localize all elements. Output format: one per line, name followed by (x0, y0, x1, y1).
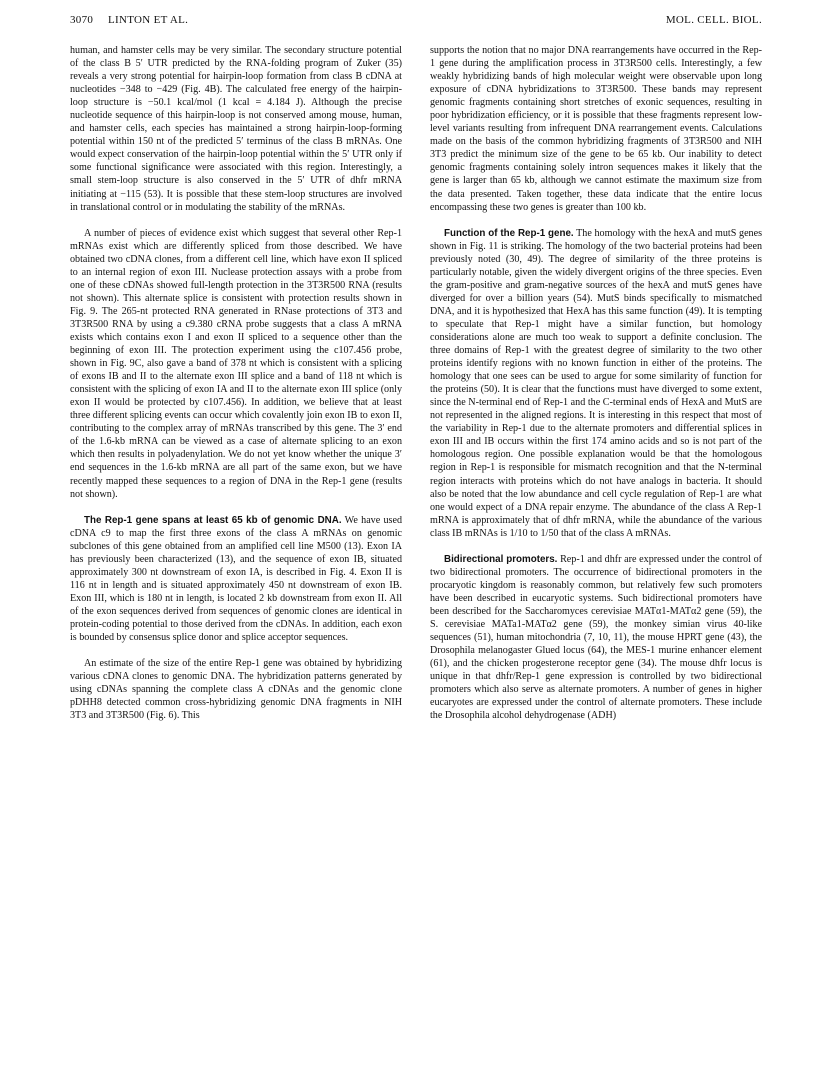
bidirectional-body: Rep-1 and dhfr are expressed under the control of two bidirectional promoters. The occurrence of bidirectional promoters in the procaryotic kingdom is reasonably common, but relatively few such promoters have been described in eucaryotic systems. Such bidirectional promoters have been described for the Saccharomyces cerevisiae MATα1-MATα2 gene (59), the S. cerevisiae MATa1-MATα2 gene (59), the monkey simian virus 40-like sequences (51), human mitochondria (7, 10, 11), the mouse HPRT gene (43), the Drosophila melanogaster Glued locus (64), the MES-1 murine enhancer element (61), and the chicken progesterone receptor gene (34). The mouse dhfr locus is unique in that dhfr/Rep-1 gene expression is controlled by two bidirectional promoters which also serve as alternate promoters. A number of genes in higher eucaryotes are expressed under the control of alternate promoters. These include the Drosophila alcohol dehydrogenase (ADH) (430, 553, 762, 722)
running-header (70, 14, 762, 30)
function-body: The homology with the hexA and mutS genes shown in Fig. 11 is striking. The homology of the two bacterial proteins had been previously noted (30, 49). The degree of similarity of the three proteins is particularly notable, given the widely divergent origins of the three species. Even the gram-positive and gram-negative sources of the hexA and mutS genes have diverged for over a billion years (54). MutS binds specifically to mismatched DNA, and it is hypothesized that HexA has this same function (49). It is tempting to speculate that Rep-1 might have a similar function, but homology considerations alone are much too weak to support a definite conclusion. The three domains of Rep-1 with the greatest degree of similarity to the two other proteins identify regions with no known function in either of the proteins. The homology that one sees can be used to argue for some similarity of function for the proteins (50). It is clear that the functions must have diverged to some extent, since the N-terminal end of Rep-1 and the C-terminal ends of HexA and MutS are not represented in the aligned regions. It is interesting in this respect that most of the variability in Rep-1 due to the alternate promoters and differential splices in exon III and IB occurs within the first 174 amino acids and so is not part of the homologous region. One possible explanation would be that the homologous region in Rep-1 is responsible for mismatch recognition and that the N-terminal region interacts with proteins which do not have analogs in bacteria. It should also be noted that the low abundance and cell cycle regulation of Rep-1 are what one would expect of a DNA repair enzyme. The abundance of the class A Rep-1 mRNA is approximately that of dhfr mRNA, while the abundance of the various class IB mRNAs is 1/10 to 1/50 that of the class A mRNAs. (430, 227, 763, 539)
paragraph-gene-size: An estimate of the size of the entire Rep-1 gene was obtained by hybridizing various cDNA clones to genomic DNA. The hybridization patterns generated by using cDNAs spanning the complete class A cDNAs and the genomic clone pDHH8 detected common cross-hybridizing genomic DNA fragments in NIH 3T3 and 3T3R500 (Fig. 6). This (70, 658, 402, 722)
paragraph-alternate-splicing: A number of pieces of evidence exist which suggest that several other Rep-1 mRNAs exist which are differently spliced from those described. We have obtained two cDNA clones, from a different cell line, which have exon II spliced to an internal region of exon III. Nuclease protection assays with a probe from one of these cDNAs showed full-length protection in the 3T3R500 RNA (results not shown). This alternate splice is consistent with protection results shown in Fig. 9. The 265-nt protected RNA generated in RNase protections of 3T3 and 3T3R500 RNA by using a c9.380 cRNA probe suggests that a class A mRNA exists which contains exon I and exon II spliced to a sequence other than the beginning of exon III. The protection experiment using the c107.456 probe, shown in Fig. 9C, also gave a band of 378 nt which is consistent with a splicing of exons IB and II to the alternate exon III splice and a band of 118 nt which is consistent with the splicing of exon IA and II to the alternate exon III splice (only exon II would be protected by c107.456). In addition, we believe that at least three different splicing events can occur which covalently join exon IB to exon II, contributing to the complex array of mRNAs transcribed by this gene. The 3′ end of the 1.6-kb mRNA can be viewed as a case of alternate splicing to an exon which then results in polyadenylation. We do not yet know whether the unique 3′ end sequences in the 1.6-kb mRNA are all part of the same exon, but we have recently mapped these sequences to a region of DNA in the Rep-1 gene (results not shown). (70, 227, 402, 500)
right-column (430, 44, 762, 722)
page-number: 3070 (70, 14, 94, 26)
section-heading-gene-span: The Rep-1 gene spans at least 65 kb of genomic DNA. (84, 514, 342, 526)
section-heading-bidirectional: Bidirectional promoters. (444, 553, 558, 565)
paragraph-hairpin-loop: human, and hamster cells may be very similar. The secondary structure potential of the class B 5′ UTR predicted by the RNA-folding program of Zuker (35) reveals a very strong potential for hairpin-loop formation from class B cDNA at nucleotides −348 to −429 (Fig. 4B). The calculated free energy of the hairpin-loop structure is −50.1 kcal/mol (1 kcal = 4.184 J). Although the precise nucleotide sequence of this hairpin-loop is not conserved among mouse, human, and hamster cells, each species has maintained a strong hairpin-loop-forming potential within 150 nt of the predicted 5′ terminus of the class B mRNAs. One would expect conservation of the hairpin-loop potential within the 5′ UTR only if some functional significance were associated with this region. Interestingly, a small stem-loop structure is also conserved in the 5′ UTR of dhfr mRNA initiating at −115 (53). It is possible that these stem-loop structures are involved in translational control or in modulating the stability of the mRNAs. (70, 45, 402, 213)
running-authors: LINTON ET AL. (108, 14, 189, 26)
paragraph-gene-span (70, 514, 402, 644)
paragraph-function (430, 227, 762, 540)
journal-name: MOL. CELL. BIOL. (665, 14, 762, 26)
paragraph-bidirectional (430, 553, 762, 723)
gene-span-body: We have used cDNA c9 to map the first three exons of the class A mRNAs on genomic subclones of this gene obtained from an amplified cell line M500 (13). Exon IA has previously been characterized (13), and the sequence of exon IB, situated approximately 300 nt downstream of exon IA, is described in Fig. 4. Exon II is 116 nt in length and is situated approximately 450 nt downstream of exon IB. Exon III, which is 180 nt in length, is located 2 kb downstream from exon II. All of the exon sequences derived from sequences of genomic clones are identical in protein-coding potential to those derived from the cDNAs. In addition, each exon is bounded by consensus splice donor and splice acceptor sequences. (70, 514, 402, 644)
section-heading-function: Function of the Rep-1 gene. (444, 227, 574, 239)
paragraph-locus-size: supports the notion that no major DNA rearrangements have occurred in the Rep-1 gene during the amplification process in 3T3R500 cells. Interestingly, a few weakly hybridizing bands of high molecular weight were observable upon long exposure of cDNA hybridizations to 3T3R500. These bands may represent genomic fragments containing short stretches of exonic sequences, resulting in poor hybridization efficiency, or it is possible that these fragments represent low-level variants resulting from infrequent DNA rearrangement events. Calculations made on the basis of the common hybridizing fragments of 3T3R500 and NIH 3T3 predict the minimum size of the gene to be 65 kb. Our inability to detect genomic fragments containing solely intron sequences makes it likely that the gene is larger than 65 kb, although we cannot estimate the maximum size from the data presented. Taken together, these data indicate that the entire locus encompassing these two genes is greater than 100 kb. (430, 45, 762, 213)
left-column (70, 44, 402, 722)
